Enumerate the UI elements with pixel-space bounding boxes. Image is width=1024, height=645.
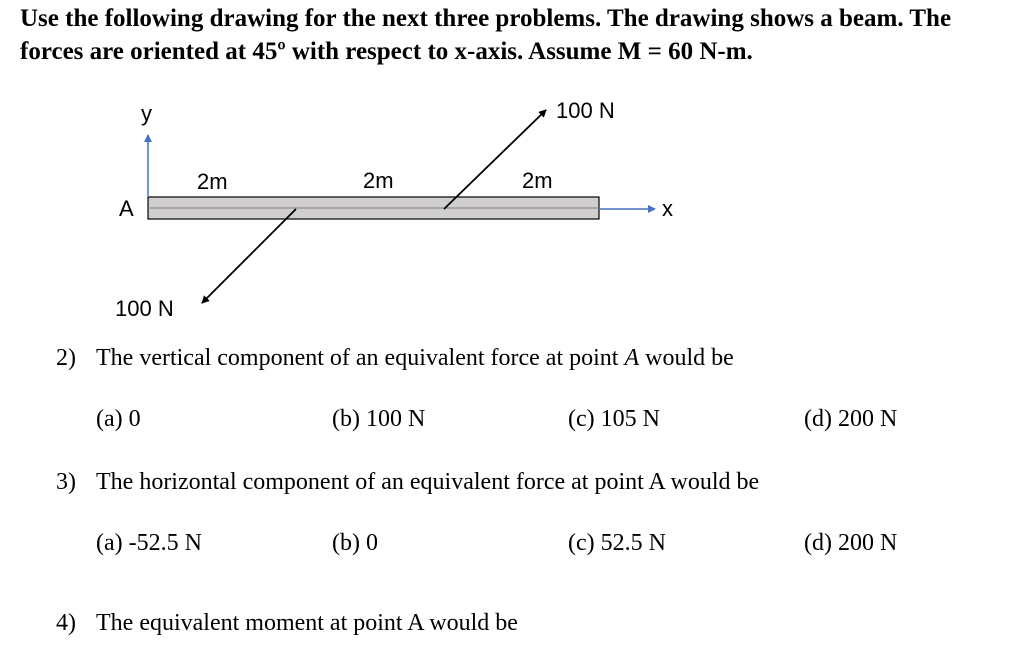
intro-line-1: Use the following drawing for the next three problems. The drawing shows a beam. The (20, 5, 952, 32)
q2-option-d[interactable]: (d) 200 N (804, 406, 898, 432)
y-axis-label: y (141, 101, 152, 126)
segment-label-1: 2m (197, 169, 228, 194)
question-3 (56, 469, 759, 496)
problem-intro (20, 2, 1010, 68)
intro-line-2: forces are oriented at 45º with respect to x-axis. Assume M = 60 N-m. (20, 38, 753, 65)
question-4-number: 4) (56, 610, 76, 636)
question-4-text: The equivalent moment at point A would be (96, 610, 518, 636)
x-axis-label: x (662, 196, 673, 221)
question-3-text: The horizontal component of an equivalent force at point A would be (96, 469, 760, 495)
question-2-number: 2) (56, 345, 76, 371)
question-2-text: The vertical component of an equivalent force at point A would be (96, 345, 734, 371)
question-4 (56, 610, 518, 637)
q3-option-d[interactable]: (d) 200 N (804, 530, 898, 556)
segment-label-3: 2m (522, 168, 553, 193)
q3-option-a[interactable]: (a) -52.5 N (96, 530, 202, 556)
q3-option-c[interactable]: (c) 52.5 N (568, 530, 666, 556)
force-bottom-label: 100 N (115, 296, 174, 321)
force-top-label: 100 N (556, 98, 615, 123)
beam (148, 197, 599, 219)
q2-option-b[interactable]: (b) 100 N (332, 406, 426, 432)
segment-label-2: 2m (363, 168, 394, 193)
beam-diagram (0, 85, 1024, 335)
force-top-arrow (444, 110, 546, 209)
question-2 (56, 345, 734, 372)
q2-option-a[interactable]: (a) 0 (96, 406, 141, 432)
q3-option-b[interactable]: (b) 0 (332, 530, 378, 556)
q2-option-c[interactable]: (c) 105 N (568, 406, 660, 432)
question-3-number: 3) (56, 469, 76, 495)
point-a-label: A (119, 196, 134, 221)
force-bottom-arrow (202, 209, 296, 303)
